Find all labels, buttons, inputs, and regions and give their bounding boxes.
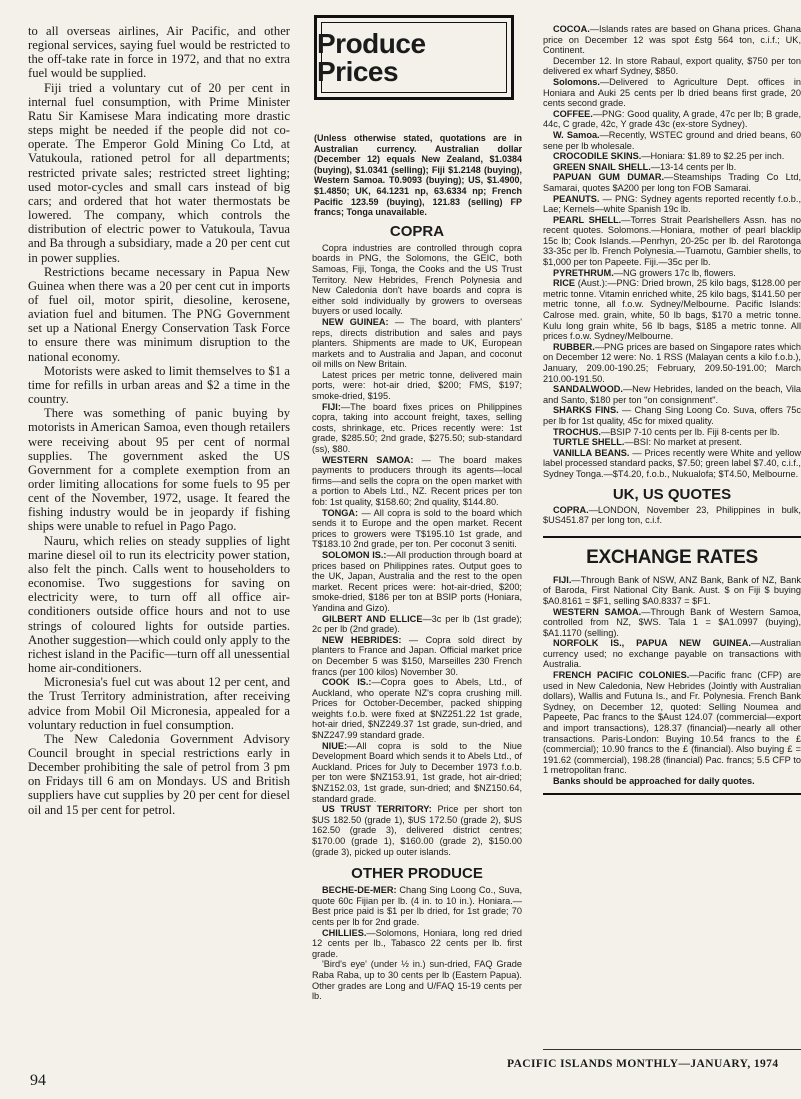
commodity-entry — [543, 384, 801, 405]
entry-lead: RICE — [553, 278, 575, 289]
entry-lead: Solomons. — [553, 76, 600, 87]
entry-text: —Copra goes to Abels, Ltd., of Auckland, who operate NZ's copra crushing mill. Prices for October-December, packed shipping weights f.o.b. were fixed at $NZ251.22 1st grade, hot-air dried, $NZ249.37 1st grade, sun-dried, and $NZ247.99 standard grade. — [312, 677, 522, 741]
entry-text: —Recently, WSTEC ground and dried beans, 60 sene per lb wholesale. — [543, 129, 801, 151]
currency-note: (Unless otherwise stated, quotations are in Australian currency. Australian dollar (December 12) equals New Zealand, $1.0384 (buying), $1.0341 (selling); Fiji $1.2148 (buying), Western Samoa. T0.9093 (buying); US, $1.4900, $1.4850; UK, 64.1231 np, 63.6334 np; French Pacific 123.59 (buying), 121.83 (selling) FP francs; Tonga unavailable. — [314, 133, 522, 218]
commodity-entry — [543, 342, 801, 384]
entry-text: — Chang Sing Loong Co. Suva, offers 75c per lb for 1st quality, 45c for mixed quality. — [543, 405, 801, 426]
commodity-prices-column — [531, 0, 801, 795]
article-paragraph: to all overseas airlines, Air Pacific, and other regional services, saying fuel would be restricted to the off-take rate in force in 1972, and that no extra fuel would be supplied. — [28, 24, 290, 81]
commodity-entry — [543, 130, 801, 151]
copra-entry — [312, 550, 522, 614]
copra-entry — [312, 508, 522, 550]
entry-text: (Aust.):—PNG: Dried brown, 25 kilo bags, $128.00 per metric tonne. Vitamin enriched white, 25 kilo bags, $141.50 per metric tonne, all f.o.w. Sydney/Melbourne. Pacific Islands: Calrose med. grain, white, 50 lb bags, $170 a metric tonne. Kulu long grain white, 56 lb bags, $185 a metric tonne. All prices f.o.w. Sydney/Melbourne. — [543, 278, 801, 342]
exchange-entry — [543, 776, 801, 787]
page-number: 94 — [30, 1072, 46, 1089]
entry-lead: NEW GUINEA: — [322, 316, 389, 327]
article-paragraph: Micronesia's fuel cut was about 12 per cent, and the Trust Territory administration, after receiving advice from Mobil Oil Micronesia, appealed for a voluntary reduction in fuel consumption. — [28, 675, 290, 732]
commodity-entry — [543, 268, 801, 279]
entry-text: — PNG: Sydney agents reported recently f.o.b., Lae; Kernels—white Spanish 19c lb. — [543, 193, 801, 215]
entry-text: — Prices recently were White and yellow label processed standard packs, $7.50; green label $7.40, c.i.f., Sydney Tonga.—$T4.20, f.o.b., Nukualofa; $T4.50, Melbourne. — [543, 447, 801, 479]
entry-text: 'Bird's eye' (under ½ in.) sun-dried, FAQ Grade Raba Raba, up to 30 cents per lb (Eastern Papua). Other grades are Long and U/FAQ 15-19 cents per lb. — [312, 959, 522, 1002]
entry-lead: COPRA. — [553, 504, 589, 515]
entry-text: —Delivered to Agriculture Dept. offices in Honiara and Auki 25 cents per lb dried beans first grade, 20 cents second grade. — [543, 76, 801, 109]
exchange-entry — [543, 638, 801, 670]
produce-entry — [312, 885, 522, 927]
entry-lead: PAPUAN GUM DUMAR. — [553, 172, 665, 183]
copra-entry — [312, 370, 522, 402]
other-produce-heading: OTHER PRODUCE — [351, 865, 483, 883]
entry-text: December 12. In store Rabaul, export quality, $750 per ton delivered ex wharf Sydney, $850. — [543, 55, 801, 77]
entry-text: — All copra is sold to the board which sends it to Europe and the open market. Recent prices to growers were T$195.10 1st grade, and T$183.10 2nd grade, per ton. Per coconut 3 seniti. — [312, 507, 522, 550]
entry-lead: GILBERT AND ELLICE — [322, 613, 423, 624]
entry-lead: FRENCH PACIFIC COLONIES. — [553, 670, 690, 681]
exchange-entry — [543, 670, 801, 776]
produce-prices-title-box — [314, 15, 514, 100]
commodity-entry — [543, 194, 801, 215]
entry-text: —The board fixes prices on Philippines copra, taking into account freight, taxes, selling costs, shrinkage, etc. Prices recently were: 1st grade, $285.50; 2nd grade, $275.50; sub-standard (ss), $80. — [312, 401, 522, 455]
article-paragraph: The New Caledonia Government Advisory Council brought in special restrictions early in December prohibiting the sale of petrol from 3 pm on Fridays till 6 am on Mondays. US and British suppliers have cut supplies by 20 per cent for diesel oil and 15 per cent for petrol. — [28, 731, 290, 817]
entry-text: —PNG: Good quality, A grade, 47c per lb; B grade, 44c, C grade, 42c, Y grade 43c (ex-store Sydney). — [543, 108, 801, 130]
entry-lead: TROCHUS. — [553, 426, 601, 437]
entry-lead: COFFEE. — [553, 108, 593, 119]
commodity-entry — [543, 56, 801, 77]
article-paragraph: Restrictions became necessary in Papua New Guinea when there was a 20 per cent cut in imports of fuel oil, motor spirit, diesoline, kerosene, aviation fuel and bitumen. The PNG Government set up a National Energy Conservation Task Force to ensure there was minimum disruption to the national economy. — [28, 264, 290, 364]
entry-text: —Pacific franc (CFP) are used in New Caledonia, New Hebrides (Jointly with Australian dollars), Wallis and Futuna Is., and Fr. Polynesia. French Bank Sydney, on December 12, quoted: Selling Noumea and Papeete, Pac francs to the $Aust 124.07 (commercial—export and import transactions), 128.37 (financial)—nearly all other transactions. Paris-London: Buying 10.54 francs to the £ (commercial); 10.90 francs to the £ (financial). Also buying £ = 191.62 (commercial), 198.28 (financial) Pac. francs; 5.5 CFP to 1 metropolitan franc. — [543, 670, 801, 776]
entry-text: —Solomons, Honiara, long red dried 12 cents per lb., Tabasco 22 cents per lb. first grade. — [312, 927, 522, 959]
entry-text: Latest prices per metric tonne, delivered main ports, were: hot-air dried, $200; FMS, $197; smoke-dried, $195. — [312, 369, 522, 402]
entry-text: —PNG prices are based on Singapore rates which on December 12 were: No. 1 RSS (Malayan cents a kilo f.o.b.), January, 209.00-190.25; February, 209.50-191.00; March 210.00-191.50. — [543, 341, 801, 384]
entry-text: —New Hebrides, landed on the beach, Vila and Santo, $180 per ton "on consignment". — [543, 384, 801, 405]
entry-text: — The board, with planters' reps, directs distribution and sales and pays planters. Shipments are made to UK, European markets and to Australia and Japan, and coconut oil mills on New Britain. — [312, 316, 522, 370]
entry-text: —BSI: No market at present. — [624, 437, 742, 448]
produce-prices-column — [300, 0, 522, 1002]
footer-rule — [543, 1049, 801, 1050]
commodity-entry — [543, 172, 801, 193]
entry-lead: SOLOMON IS.: — [322, 549, 387, 560]
exchange-rule-bottom — [543, 793, 801, 795]
entry-text: —Through Bank of Western Samoa, controlled from NZ, $WS. Tala 1 = $A1.0997 (buying), $A1.1170 (selling). — [543, 606, 801, 638]
entry-text: —13-14 cents per lb. — [650, 161, 737, 172]
entry-text: Copra industries are controlled through copra boards in PNG, the Solomons, the GEIC, both Samoas, Fiji, Tonga, the Cooks and the US Trust Territory. New Hebrides, French Polynesia and New Caledonia don't have boards and copra is either sold individually by growers to overseas buyers or used locally. — [312, 242, 522, 317]
other-produce-list — [312, 885, 522, 1002]
commodity-entry — [543, 405, 801, 426]
entry-lead: COCOA. — [553, 24, 590, 34]
exchange-rates-heading: EXCHANGE RATES — [586, 546, 758, 568]
entry-text: —Islands rates are based on Ghana prices. Ghana price on December 12 was spot £stg 564 ton, c.i.f.; UK, Continent. — [543, 24, 801, 56]
article-paragraph: Nauru, which relies on steady supplies of light marine diesel oil to run its electricity power station, also felt the pinch. Calls went to householders to economise. Two suggestions for saving on electricity were, to turn off all office air-conditioners outside office hours and not to use strings of coloured lights for outside parties. Another suggestion—which could only apply to the richest island in the Pacific—turn off all unessential home air-conditioners. — [28, 533, 290, 676]
article-paragraph: Fiji tried a voluntary cut of 20 per cent in internal fuel consumption, with Prime Minister Ratu Sir Kamisese Mara indicating more drastic steps might be needed if the people did not co-operate. The Emperor Gold Mining Co Ltd, at Vatukoula, rationed petrol for all departments; restricted private sales; restricted street lighting; used motor-cycles and small cars instead of big cars; and ordered that hot water thermostats be lowered. The company, which controls the distribution of electric power to Vatukoula, Tavua and Ba through a subsidiary, made a 20 per cent cut in power supplies. — [28, 80, 290, 265]
entry-lead: PYRETHRUM. — [553, 267, 614, 278]
entry-text: —All copra is sold to the Niue Development Board which sends it to Abels Ltd., of Auckland. Prices for July to December 1973 f.o.b. per ton were $NZ153.91, 1st grade, hot air-dried; $NZ152.03, 1st grade, sun-dried; and $NZ150.64, standard grade. — [312, 740, 522, 804]
commodity-entry — [543, 437, 801, 448]
entry-text: —3c per lb (1st grade); 2c per lb (2nd grade). — [312, 613, 522, 635]
copra-list — [312, 243, 522, 857]
copra-entry — [312, 243, 522, 317]
entry-lead: NIUE: — [322, 740, 348, 751]
entry-lead: SHARKS FINS. — [553, 405, 619, 416]
entry-lead: CHILLIES. — [322, 927, 367, 938]
entry-lead: CROCODILE SKINS. — [553, 151, 642, 162]
entry-lead: TURTLE SHELL. — [553, 437, 625, 448]
entry-lead: FIJI. — [553, 574, 572, 585]
entry-lead: WESTERN SAMOA. — [553, 606, 642, 617]
entry-lead: BECHE-DE-MER: — [322, 885, 397, 896]
entry-lead: NORFOLK IS., PAPUA NEW GUINEA. — [553, 638, 751, 649]
exchange-entry — [543, 607, 801, 639]
exchange-entry — [543, 575, 801, 607]
entry-text: Price per short ton $US 182.50 (grade 1), $US 172.50 (grade 2), $US 162.50 (grade 3), delivered district centres; $170.00 (grade 1), $160.00 (grade 2), $150.00 (grade 3), picked up outer islands. — [312, 804, 522, 857]
exchange-rates-list — [543, 575, 801, 787]
entry-text: —Steamships Trading Co Ltd, Samarai, quotes $A200 per long ton FOB Samarai. — [543, 172, 801, 193]
entry-lead: PEANUTS. — [553, 193, 600, 204]
copra-entry — [312, 635, 522, 677]
entry-lead: NEW HEBRIDES: — [322, 634, 402, 645]
exchange-rule-top — [543, 536, 801, 538]
copra-entry — [312, 804, 522, 857]
produce-entry — [312, 959, 522, 1001]
entry-lead: WESTERN SAMOA: — [322, 454, 414, 465]
commodity-list — [543, 24, 801, 480]
uk-us-quotes-list — [543, 505, 801, 526]
commodity-entry — [543, 24, 801, 56]
entry-lead: Banks should be approached for daily quotes. — [553, 776, 755, 786]
entry-text: —NG growers 17c lb, flowers. — [613, 267, 736, 278]
entry-text: —LONDON, November 23, Philippines in bulk, $US451.87 per long ton, c.i.f. — [543, 504, 801, 526]
entry-text: Chang Sing Loong Co., Suva, quote 60c Fijian per lb. (4 in. to 10 in.). Honiara.—Best price paid is $1 per lb dried, for 1st grade; 70 cents per lb for 2nd grade. — [312, 885, 522, 927]
commodity-entry — [543, 427, 801, 438]
copra-entry — [312, 317, 522, 370]
entry-text: — The board makes payments to producers through its agents—local firms—and sells the copra on the open market with a portion to Abels Ltd., NZ. Recent prices per ton fob: 1st quality, $158.60; 2nd quality, $144.80. — [312, 454, 522, 507]
commodity-entry — [543, 448, 801, 480]
left-article-column — [28, 24, 290, 817]
commodity-entry — [543, 109, 801, 130]
quote-entry — [543, 505, 801, 526]
entry-text: —Through Bank of NSW, ANZ Bank, Bank of NZ, Bank of Baroda, First National City Bank. Aust. $ on Fiji $ buying $A0.8161 = $F1, selling $A0.8337 = $F1. — [543, 574, 801, 606]
commodity-entry — [543, 77, 801, 109]
entry-lead: FIJI: — [322, 401, 341, 412]
entry-lead: VANILLA BEANS. — [553, 447, 630, 458]
publication-footer: PACIFIC ISLANDS MONTHLY—JANUARY, 1974 — [507, 1058, 779, 1070]
commodity-entry — [543, 278, 801, 342]
article-paragraph: Motorists were asked to limit themselves to $1 a time for refills in urban areas and $2 a time in the country. — [28, 363, 290, 407]
copra-entry — [312, 741, 522, 805]
entry-lead: SANDALWOOD. — [553, 384, 623, 395]
article-paragraph: There was something of panic buying by motorists in American Samoa, even though retailers were receiving about 95 per cent of normal supplies. The government asked the US Government for a complete exemption from an order limiting allocations for some fuels to 95 per cent of the November, 1972, usage. It feared the fishing industry would be in jeopardy if fishing ships were unable to refuel in Pago Pago. — [28, 406, 290, 534]
entry-lead: GREEN SNAIL SHELL. — [553, 161, 651, 172]
copra-entry — [312, 455, 522, 508]
entry-text: —BSIP 7-10 cents per lb. Fiji 8-cents per lb. — [600, 426, 780, 437]
copra-heading: COPRA — [389, 222, 445, 240]
copra-entry — [312, 402, 522, 455]
copra-entry — [312, 614, 522, 635]
commodity-entry — [543, 215, 801, 268]
page-title: Produce Prices — [317, 27, 426, 87]
entry-text: —All production through board at prices based on Philippines rates. Output goes to the UK, Japan, Australia and the rest to the open market. Recent prices were: hot-air-dried, $200; smoke-dried, $186 per ton at BSIP ports (Honiara, Yandina and Gizo). — [312, 549, 522, 613]
entry-lead: TONGA: — [322, 507, 359, 518]
commodity-entry — [543, 162, 801, 173]
entry-lead: W. Samoa. — [553, 129, 600, 140]
produce-entry — [312, 928, 522, 960]
entry-lead: COOK IS.: — [322, 677, 372, 688]
entry-lead: PEARL SHELL. — [553, 214, 622, 225]
entry-text: —Torres Strait Pearlshellers Assn. has no recent quotes. Solomons.—Honiara, mother of pearl blacklip 15c lb; Cook Islands.—Penrhyn, 20-25c per lb. del Rarotonga 33-35c per lb. French Polynesia.—Tuamotu, Gambier shells, to $1,000 per ton Papeete. Fiji.—35c per lb. — [543, 214, 801, 268]
uk-us-quotes-heading: UK, US QUOTES — [612, 485, 732, 503]
copra-entry — [312, 677, 522, 741]
entry-text: —Honiara: $1.89 to $2.25 per inch. — [641, 151, 785, 162]
entry-lead: US TRUST TERRITORY: — [322, 804, 432, 815]
entry-text: — Copra sold direct by planters to France and Japan. Official market price on December 5 was $150, Marseilles 230 French francs (per 100 kilos) November 30. — [312, 634, 522, 677]
commodity-entry — [543, 151, 801, 162]
entry-lead: RUBBER. — [553, 341, 595, 352]
entry-text: —Australian currency used; no exchange payable on transactions with Australia. — [543, 638, 801, 670]
